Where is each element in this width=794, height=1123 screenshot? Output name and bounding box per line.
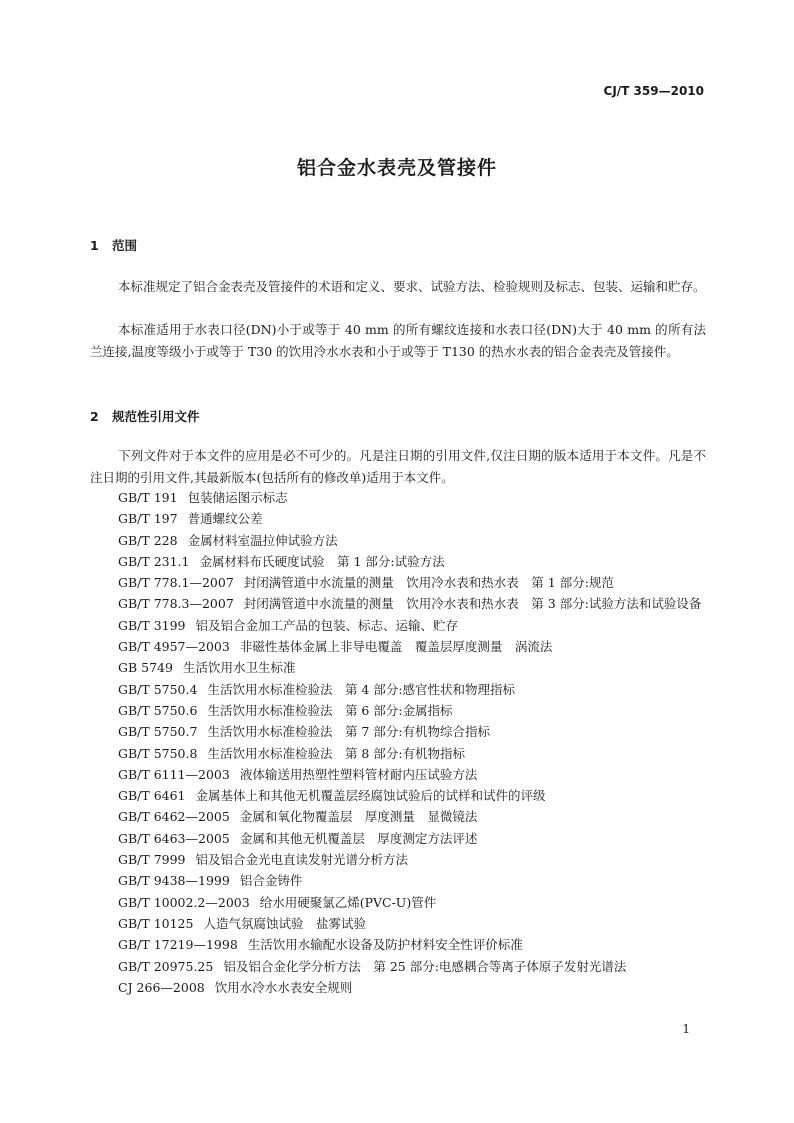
reference-title: 生活饮用水标准检验法 第 4 部分:感官性状和物理指标 [207, 681, 516, 697]
section-1-paragraph-1: 本标准规定了铝合金表壳及管接件的术语和定义、要求、试验方法、检验规则及标志、包装、运输和贮存。 [118, 279, 706, 294]
reference-title: 金属基体上和其他无机覆盖层经腐蚀试验后的试样和试件的评级 [195, 788, 546, 804]
reference-title: 金属和其他无机覆盖层 厚度测定方法评述 [239, 830, 478, 846]
list-item [90, 977, 706, 998]
list-item [90, 892, 706, 913]
reference-list [90, 487, 706, 998]
reference-code: GB/T 7999 [118, 852, 186, 868]
reference-code: GB/T 9438—1999 [118, 873, 230, 889]
reference-code: GB/T 5750.8 [118, 745, 198, 761]
list-item [90, 508, 706, 529]
list-item [90, 913, 706, 934]
reference-title: 金属材料布氏硬度试验 第 1 部分:试验方法 [199, 553, 445, 569]
section-1-heading [90, 236, 137, 254]
reference-title: 生活饮用水标准检验法 第 7 部分:有机物综合指标 [207, 724, 491, 740]
section-number: 1 [90, 238, 99, 253]
reference-title: 非磁性基体金属上非导电覆盖 覆盖层厚度测量 涡流法 [239, 639, 553, 655]
document-title: 铝合金水表壳及管接件 [296, 157, 497, 179]
reference-code: GB/T 778.1—2007 [118, 575, 234, 591]
list-item [90, 700, 706, 721]
reference-title: 铝及铝合金光电直读发射光谱分析方法 [195, 852, 409, 868]
reference-title: 生活饮用水标准检验法 第 8 部分:有机物指标 [207, 745, 466, 761]
reference-title: 生活饮用水输配水设备及防护材料安全性评价标准 [247, 937, 523, 953]
reference-title: 给水用硬聚氯乙烯(PVC-U)管件 [259, 894, 437, 910]
reference-title: 金属材料室温拉伸试验方法 [187, 532, 338, 548]
reference-code: GB/T 5750.7 [118, 724, 198, 740]
section-2-heading [90, 407, 200, 425]
section-number: 2 [90, 409, 99, 424]
section-title: 范围 [112, 238, 138, 253]
reference-title: 生活饮用水卫生标准 [182, 660, 296, 676]
reference-title: 人造气氛腐蚀试验 盐雾试验 [203, 915, 366, 931]
reference-code: GB/T 6111—2003 [118, 766, 230, 782]
reference-title: 铝合金铸件 [239, 873, 303, 889]
list-item [90, 806, 706, 827]
reference-title: 包装储运图示标志 [187, 490, 288, 505]
list-item [90, 870, 706, 891]
reference-code: GB/T 10125 [118, 915, 194, 931]
reference-code: GB/T 20975.25 [118, 958, 214, 974]
reference-code: GB/T 6462—2005 [118, 809, 230, 825]
reference-code: GB/T 5750.6 [118, 702, 198, 718]
list-item [90, 849, 706, 870]
reference-title: 铝及铝合金加工产品的包装、标志、运输、贮存 [195, 617, 459, 633]
section-2-paragraph-1: 下列文件对于本文件的应用是必不可少的。凡是注日期的引用文件,仅注日期的版本适用于本文件。凡是不注日期的引用文件,其最新版本(包括所有的修改单)适用于本文件。 [90, 448, 706, 485]
list-item [90, 934, 706, 955]
list-item [90, 657, 706, 678]
reference-code: GB/T 17219—1998 [118, 937, 238, 953]
reference-code: GB/T 3199 [118, 617, 186, 633]
reference-code: GB/T 231.1 [118, 553, 190, 569]
list-item [90, 743, 706, 764]
reference-code: GB/T 5750.4 [118, 681, 198, 697]
reference-title: 封闭满管道中水流量的测量 饮用冷水表和热水表 第 3 部分:试验方法和试验设备 [243, 596, 702, 612]
list-item [90, 721, 706, 742]
page-number: 1 [682, 1022, 690, 1036]
reference-code: GB/T 197 [118, 511, 178, 527]
list-item [90, 764, 706, 785]
list-item [90, 530, 706, 551]
reference-code: GB/T 778.3—2007 [118, 596, 234, 612]
reference-code: GB 5749 [118, 660, 173, 676]
list-item [90, 956, 706, 977]
list-item [90, 572, 706, 593]
reference-title: 金属和氧化物覆盖层 厚度测量 显微镜法 [239, 809, 478, 825]
list-item [90, 615, 706, 636]
reference-code: CJ 266—2008 [118, 979, 205, 995]
list-item [90, 487, 706, 508]
reference-title: 普通螺纹公差 [187, 511, 263, 527]
reference-title: 液体输送用热塑性塑料管材耐内压试验方法 [239, 766, 478, 782]
reference-title: 饮用水冷水水表安全规则 [214, 979, 353, 995]
reference-title: 封闭满管道中水流量的测量 饮用冷水表和热水表 第 1 部分:规范 [243, 575, 614, 591]
reference-code: GB/T 6461 [118, 788, 186, 804]
reference-title: 生活饮用水标准检验法 第 6 部分:金属指标 [207, 702, 453, 718]
section-title: 规范性引用文件 [112, 409, 200, 424]
reference-code: GB/T 191 [118, 490, 178, 505]
list-item [90, 679, 706, 700]
section-1-paragraph-2: 本标准适用于水表口径(DN)小于或等于 40 mm 的所有螺纹连接和水表口径(DN)大于 40 mm 的所有法兰连接,温度等级小于或等于 T30 的饮用冷水水表和小于或等于 T130 的热水水表的铝合金表壳及管接件。 [90, 322, 706, 359]
document-code: CJ/T 359—2010 [603, 84, 704, 98]
reference-code: GB/T 6463—2005 [118, 830, 230, 846]
list-item [90, 785, 706, 806]
list-item [90, 551, 706, 572]
reference-code: GB/T 4957—2003 [118, 639, 230, 655]
reference-code: GB/T 10002.2—2003 [118, 894, 250, 910]
list-item [90, 636, 706, 657]
list-item [90, 593, 706, 614]
list-item [90, 828, 706, 849]
reference-code: GB/T 228 [118, 532, 178, 548]
reference-title: 铝及铝合金化学分析方法 第 25 部分:电感耦合等离子体原子发射光谱法 [223, 958, 627, 974]
